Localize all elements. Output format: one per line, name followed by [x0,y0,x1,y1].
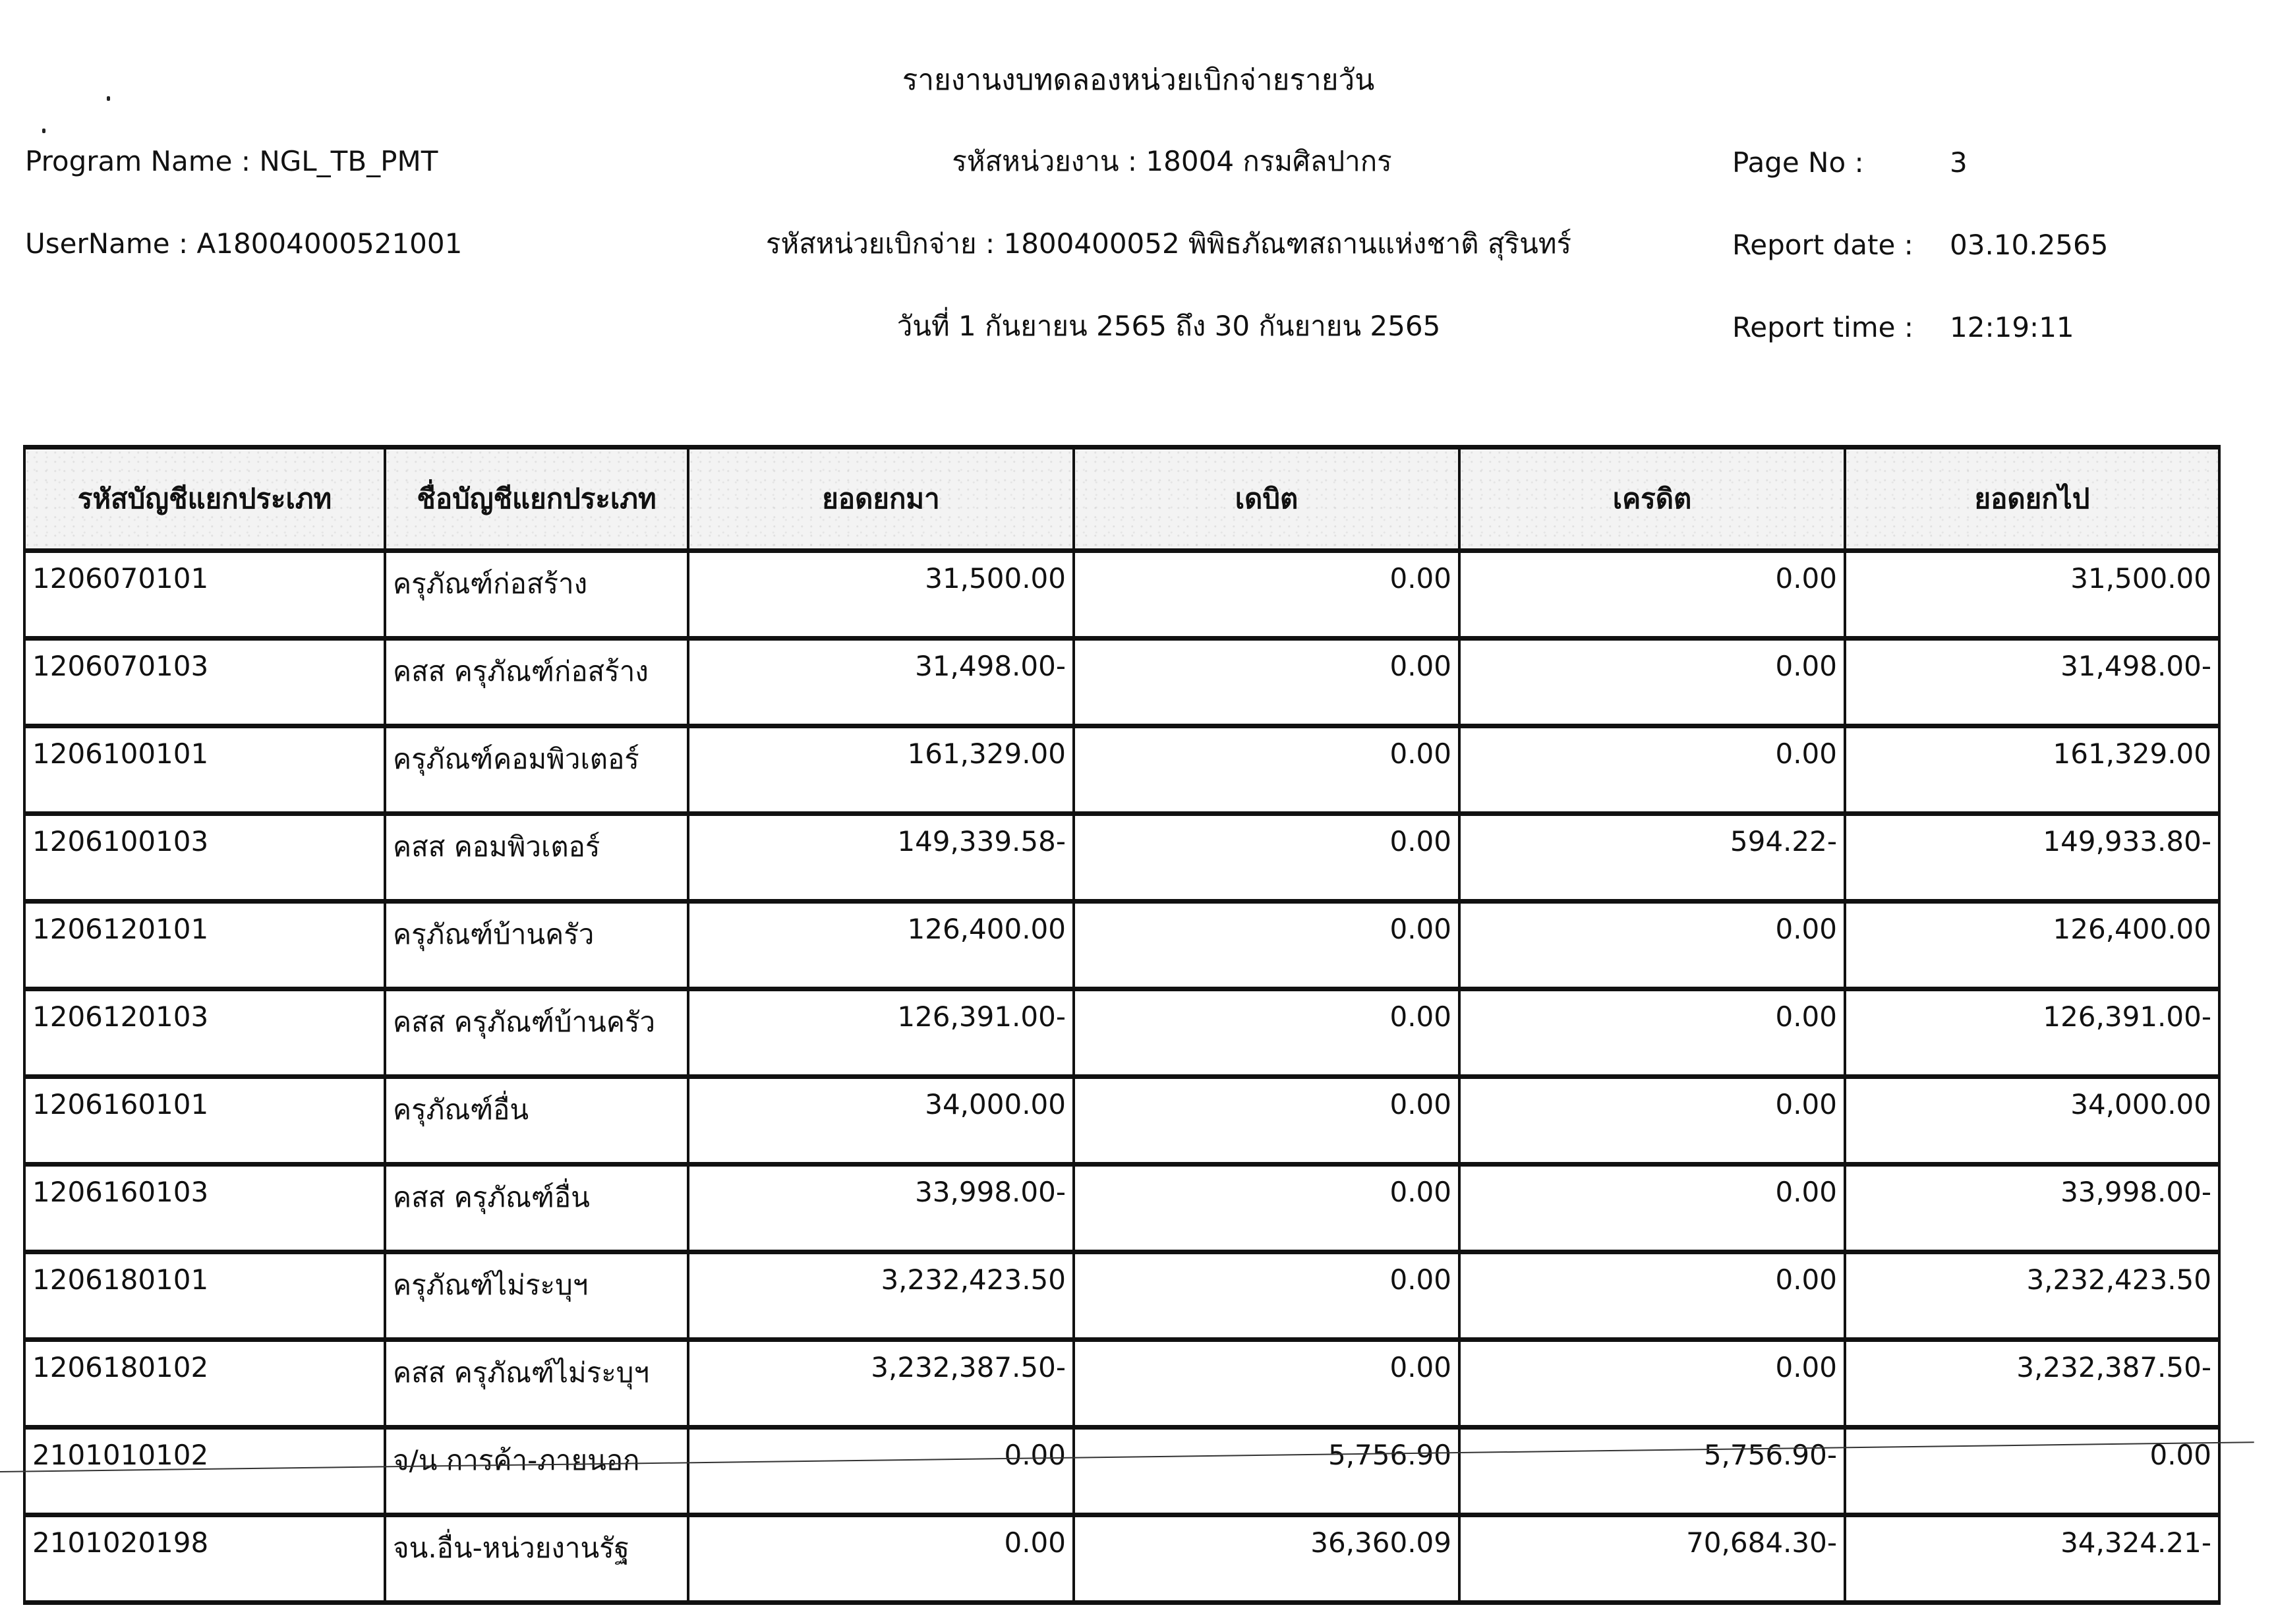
report-time-label: Report time : [1732,311,1913,343]
cell-opening-balance: 31,498.00- [688,639,1074,726]
cell-credit: 0.00 [1459,726,1845,814]
cell-credit: 0.00 [1459,989,1845,1077]
cell-account-name: คสส ครุภัณฑ์อื่น [385,1165,688,1252]
cell-opening-balance: 161,329.00 [688,726,1074,814]
cell-debit: 0.00 [1074,726,1459,814]
cell-account-name: จน.อื่น-หน่วยงานรัฐ [385,1515,688,1603]
table-header-row [24,448,2219,551]
cell-debit: 0.00 [1074,989,1459,1077]
report-title: รายงานงบทดลองหน่วยเบิกจ่ายรายวัน [902,63,1375,97]
cell-closing-balance: 34,000.00 [1845,1077,2219,1165]
trial-balance-table [23,445,2221,1605]
cell-account-code: 1206100101 [24,726,385,814]
cell-credit: 0.00 [1459,1340,1845,1428]
cell-opening-balance: 3,232,387.50- [688,1340,1074,1428]
cell-account-name: คสส ครุภัณฑ์ก่อสร้าง [385,639,688,726]
table-row [24,1252,2219,1340]
cell-debit: 0.00 [1074,1252,1459,1340]
cell-opening-balance: 126,400.00 [688,902,1074,989]
cell-closing-balance: 31,500.00 [1845,551,2219,639]
cell-account-name: ครุภัณฑ์ก่อสร้าง [385,551,688,639]
cell-closing-balance: 149,933.80- [1845,814,2219,902]
table-row [24,814,2219,902]
cell-debit: 0.00 [1074,1077,1459,1165]
cell-account-name: จ/น การค้า-ภายนอก [385,1428,688,1515]
cell-opening-balance: 149,339.58- [688,814,1074,902]
cell-account-code: 1206180101 [24,1252,385,1340]
cell-account-name: ครุภัณฑ์ไม่ระบุฯ [385,1252,688,1340]
cell-closing-balance: 31,498.00- [1845,639,2219,726]
cell-opening-balance: 0.00 [688,1515,1074,1603]
table-row [24,639,2219,726]
cell-account-code: 1206160101 [24,1077,385,1165]
scan-speck [42,129,45,133]
date-range-line: วันที่ 1 กันยายน 2565 ถึง 30 กันยายน 2565 [896,310,1441,342]
table-row [24,1165,2219,1252]
report-date-value: 03.10.2565 [1950,229,2109,261]
cell-debit: 0.00 [1074,1340,1459,1428]
cell-account-name: ครุภัณฑ์คอมพิวเตอร์ [385,726,688,814]
disbursement-unit-line: รหัสหน่วยเบิกจ่าย : 1800400052 พิพิธภัณฑสถานแห่งชาติ สุรินทร์ [765,227,1572,260]
user-name: UserName : A18004000521001 [25,227,463,260]
program-name: Program Name : NGL_TB_PMT [25,145,438,177]
cell-account-code: 2101020198 [24,1515,385,1603]
cell-account-name: ครุภัณฑ์บ้านครัว [385,902,688,989]
cell-opening-balance: 126,391.00- [688,989,1074,1077]
cell-opening-balance: 31,500.00 [688,551,1074,639]
cell-closing-balance: 3,232,423.50 [1845,1252,2219,1340]
cell-debit: 0.00 [1074,814,1459,902]
column-header-account-code: รหัสบัญชีแยกประเภท [24,448,385,551]
scan-speck [107,96,110,101]
cell-debit: 0.00 [1074,902,1459,989]
table-row [24,1077,2219,1165]
column-header-account-name: ชื่อบัญชีแยกประเภท [385,448,688,551]
cell-opening-balance: 33,998.00- [688,1165,1074,1252]
cell-account-name: คสส ครุภัณฑ์บ้านครัว [385,989,688,1077]
cell-account-code: 1206070103 [24,639,385,726]
cell-credit: 594.22- [1459,814,1845,902]
cell-closing-balance: 33,998.00- [1845,1165,2219,1252]
cell-closing-balance: 3,232,387.50- [1845,1340,2219,1428]
report-time-value: 12:19:11 [1950,311,2074,343]
cell-account-name: ครุภัณฑ์อื่น [385,1077,688,1165]
cell-account-code: 1206120101 [24,902,385,989]
cell-account-code: 1206120103 [24,989,385,1077]
cell-opening-balance: 0.00 [688,1428,1074,1515]
cell-credit: 0.00 [1459,1165,1845,1252]
cell-opening-balance: 3,232,423.50 [688,1252,1074,1340]
cell-credit: 70,684.30- [1459,1515,1845,1603]
cell-credit: 0.00 [1459,551,1845,639]
cell-credit: 0.00 [1459,1252,1845,1340]
agency-line: รหัสหน่วยงาน : 18004 กรมศิลปากร [952,145,1392,177]
table-row [24,989,2219,1077]
cell-account-code: 1206180102 [24,1340,385,1428]
cell-debit: 0.00 [1074,1165,1459,1252]
cell-debit: 0.00 [1074,639,1459,726]
table-row [24,551,2219,639]
cell-credit: 5,756.90- [1459,1428,1845,1515]
column-header-closing-balance: ยอดยกไป [1845,448,2219,551]
cell-account-code: 2101010102 [24,1428,385,1515]
cell-debit: 36,360.09 [1074,1515,1459,1603]
column-header-debit: เดบิต [1074,448,1459,551]
cell-account-name: คสส ครุภัณฑ์ไม่ระบุฯ [385,1340,688,1428]
cell-debit: 0.00 [1074,551,1459,639]
table-row [24,1340,2219,1428]
cell-debit: 5,756.90 [1074,1428,1459,1515]
table-row [24,726,2219,814]
table-row [24,1428,2219,1515]
cell-account-name: คสส คอมพิวเตอร์ [385,814,688,902]
cell-credit: 0.00 [1459,1077,1845,1165]
cell-credit: 0.00 [1459,639,1845,726]
cell-closing-balance: 126,391.00- [1845,989,2219,1077]
cell-account-code: 1206160103 [24,1165,385,1252]
table-row [24,1515,2219,1603]
cell-closing-balance: 34,324.21- [1845,1515,2219,1603]
cell-closing-balance: 0.00 [1845,1428,2219,1515]
column-header-opening-balance: ยอดยกมา [688,448,1074,551]
cell-credit: 0.00 [1459,902,1845,989]
page-no-value: 3 [1950,146,1968,179]
cell-closing-balance: 161,329.00 [1845,726,2219,814]
table-row [24,902,2219,989]
page-no-label: Page No : [1732,146,1864,179]
cell-opening-balance: 34,000.00 [688,1077,1074,1165]
report-date-label: Report date : [1732,229,1913,261]
cell-account-code: 1206100103 [24,814,385,902]
column-header-credit: เครดิต [1459,448,1845,551]
cell-closing-balance: 126,400.00 [1845,902,2219,989]
cell-account-code: 1206070101 [24,551,385,639]
